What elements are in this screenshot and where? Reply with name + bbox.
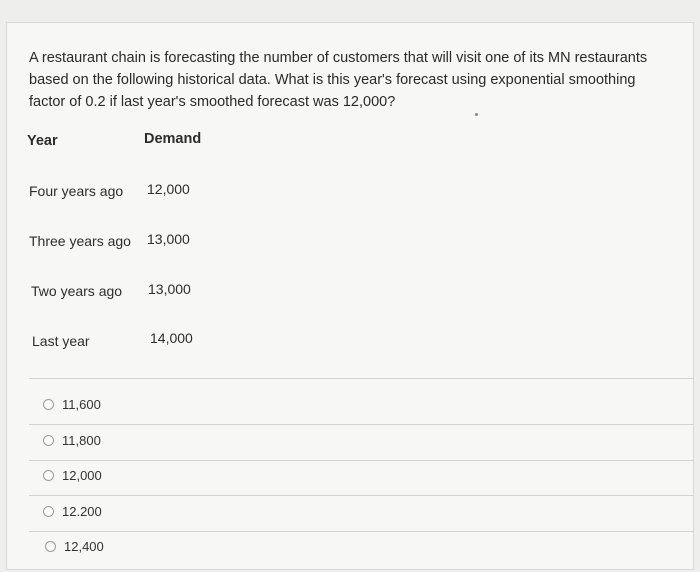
row-demand-0: 12,000 — [147, 181, 190, 197]
row-year-0: Four years ago — [29, 183, 124, 199]
option-3[interactable] — [43, 501, 102, 521]
option-0[interactable] — [43, 394, 101, 414]
cursor-dot — [475, 113, 478, 116]
option-4[interactable] — [45, 536, 104, 556]
row-year-2: Two years ago — [31, 283, 123, 299]
row-year-3: Last year — [32, 333, 90, 349]
option-label: 12,000 — [62, 467, 102, 483]
question-text: A restaurant chain is forecasting the number of customers that will visit one of its MN restaurants based on the following historical data. What is this year's forecast using exponential smoothing factor of 0.2 if last year's smoothed forecast was 12,000? — [29, 50, 648, 110]
radio-icon[interactable] — [43, 506, 54, 517]
option-label: 11,800 — [62, 432, 101, 448]
divider — [29, 495, 693, 496]
row-demand-2: 13,000 — [148, 281, 191, 297]
header-demand: Demand — [144, 131, 202, 147]
row-year-1: Three years ago — [29, 233, 131, 249]
option-label: 12,400 — [64, 538, 104, 554]
radio-icon[interactable] — [43, 470, 54, 481]
radio-icon[interactable] — [43, 399, 54, 410]
header-year: Year — [27, 133, 58, 149]
option-2[interactable] — [43, 465, 102, 485]
radio-icon[interactable] — [45, 541, 56, 552]
option-label: 11,600 — [62, 396, 101, 412]
divider — [29, 531, 693, 532]
radio-icon[interactable] — [43, 435, 54, 446]
divider — [29, 424, 693, 425]
option-1[interactable] — [43, 430, 101, 450]
row-demand-1: 13,000 — [147, 231, 190, 247]
divider — [29, 378, 693, 379]
question-card — [6, 22, 694, 570]
row-demand-3: 14,000 — [150, 330, 193, 346]
option-label: 12.200 — [62, 503, 102, 519]
divider — [29, 460, 693, 461]
